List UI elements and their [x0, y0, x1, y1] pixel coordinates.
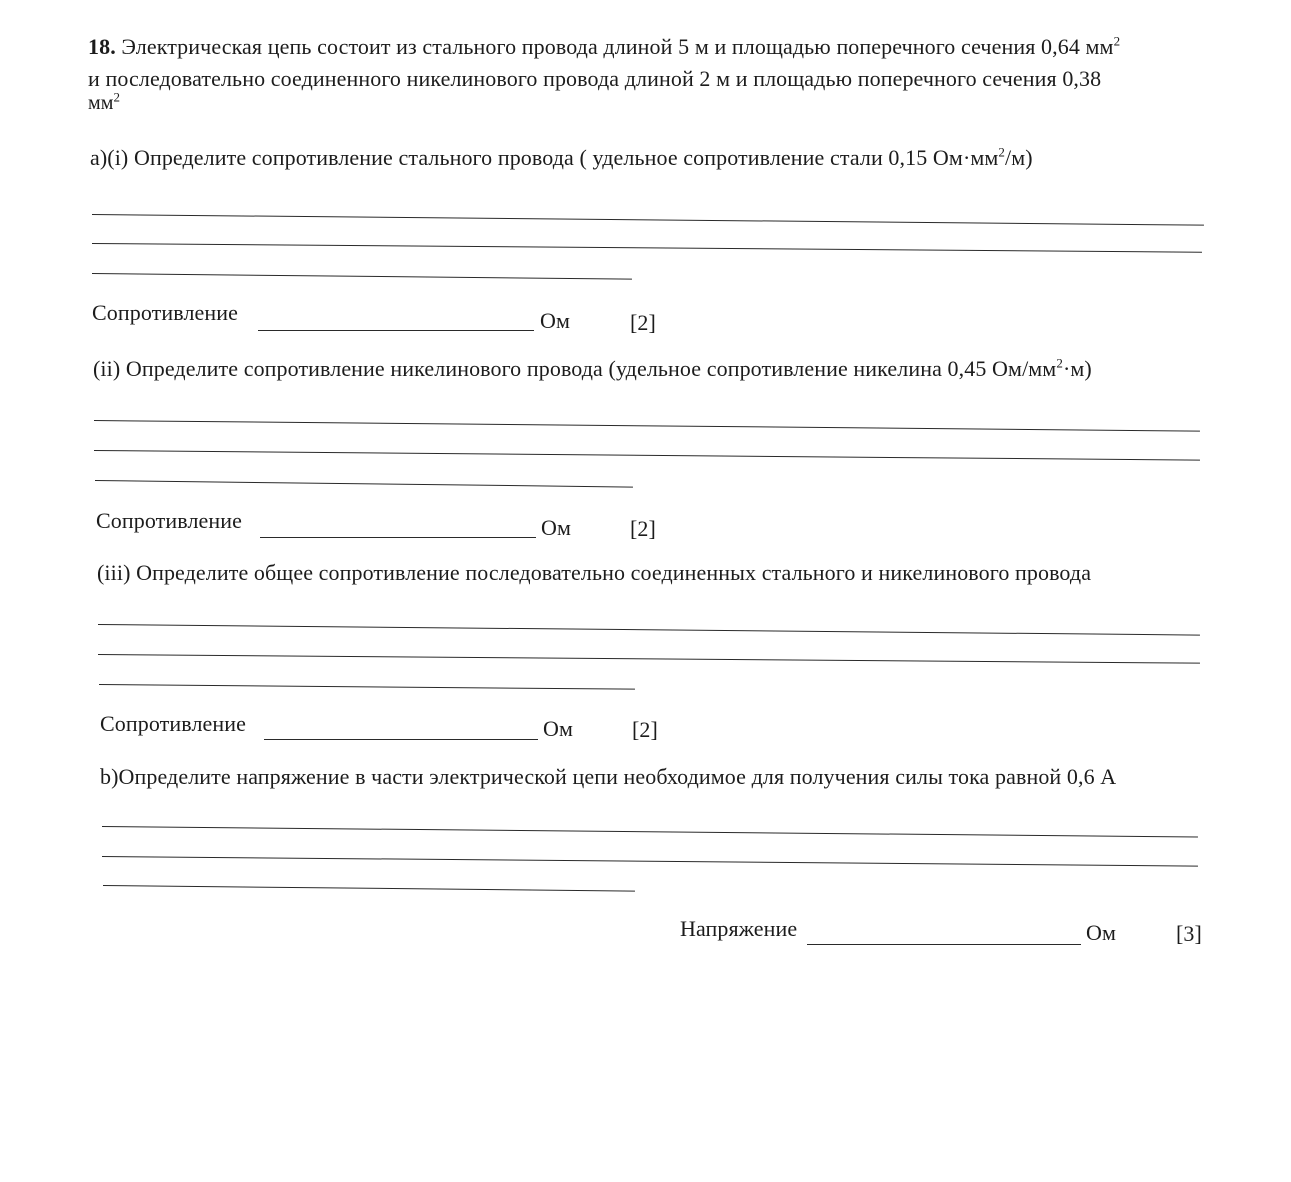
question-line-3	[88, 89, 121, 115]
marks: [2]	[632, 717, 658, 742]
answer-line[interactable]	[92, 214, 1204, 226]
answer-line-short[interactable]	[95, 480, 633, 488]
unit-label: Ом	[541, 515, 572, 540]
part-b-answer-label: Напряжение	[680, 916, 798, 941]
answer-line[interactable]	[94, 420, 1200, 432]
part-a-i-prompt	[90, 145, 1033, 171]
voltage-answer-field[interactable]	[807, 944, 1081, 945]
question-text-line-2: и последовательно соединенного никелинового провода длиной 2 м и площадью поперечного сечения 0,38	[88, 66, 1102, 91]
question-line-1	[88, 34, 1120, 60]
answer-line[interactable]	[102, 856, 1198, 867]
part-a-ii-prompt	[93, 356, 1092, 382]
resistance-answer-field[interactable]	[264, 739, 538, 740]
answer-line-short[interactable]	[92, 273, 632, 280]
part-a-ii-text: (ii) Определите сопротивление никелинового провода (удельное сопротивление никелина 0,45 Ом/мм	[93, 356, 1057, 381]
question-number: 18.	[88, 34, 116, 59]
part-b-prompt: b)Определите напряжение в части электрической цепи необходимое для получения силы тока равной 0,6 А	[100, 764, 1117, 789]
part-a-i-text-end: /м)	[1005, 145, 1033, 170]
answer-line-short[interactable]	[99, 684, 635, 690]
resistance-answer-field[interactable]	[260, 537, 536, 538]
question-text-line-1: Электрическая цепь состоит из стального провода длиной 5 м и площадью поперечного сечения 0,64 мм	[121, 34, 1114, 59]
unit-label: Ом	[1086, 920, 1117, 945]
superscript: 2	[1056, 355, 1063, 371]
part-a-iii-answer-label: Сопротивление	[100, 711, 246, 736]
answer-line[interactable]	[98, 654, 1200, 664]
marks: [2]	[630, 516, 656, 541]
part-a-ii-answer-label: Сопротивление	[96, 508, 242, 533]
part-a-ii-text-end: ·м)	[1062, 356, 1092, 381]
answer-line[interactable]	[94, 450, 1200, 461]
answer-line[interactable]	[102, 826, 1198, 838]
answer-line[interactable]	[98, 624, 1200, 636]
question-line-2	[88, 66, 1101, 92]
resistance-answer-field[interactable]	[258, 330, 534, 331]
marks: [2]	[630, 310, 656, 335]
part-a-iii-prompt: (iii) Определите общее сопротивление последовательно соединенных стального и никелинового провода	[97, 560, 1092, 585]
superscript: 2	[113, 89, 121, 105]
answer-line[interactable]	[92, 243, 1202, 253]
superscript: 2	[1113, 33, 1121, 49]
unit-label: Ом	[543, 716, 574, 741]
superscript: 2	[998, 144, 1006, 160]
part-a-i-answer-label: Сопротивление	[92, 300, 238, 325]
answer-line-short[interactable]	[103, 885, 635, 892]
part-a-i-text: a)(i) Определите сопротивление стального провода ( удельное сопротивление стали 0,15 Ом·мм	[90, 145, 999, 170]
unit-label: Ом	[540, 308, 571, 333]
question-text-line-3: мм	[88, 92, 114, 114]
marks: [3]	[1176, 921, 1202, 946]
